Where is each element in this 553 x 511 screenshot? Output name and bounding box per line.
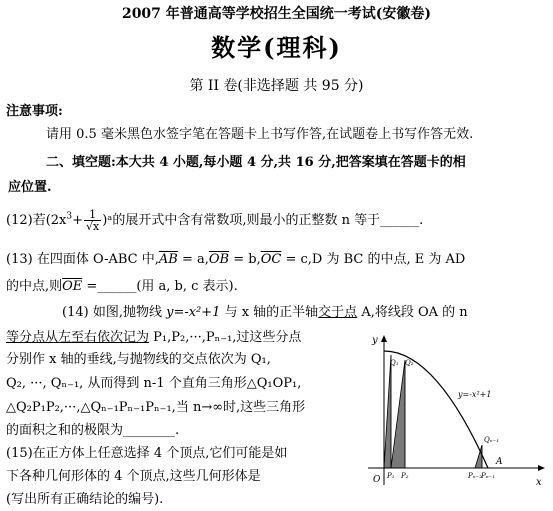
q13-vector-oe: $\overline{OE}$ <box>62 279 83 294</box>
q12-suffix: 的展开式中含有常数项,则最小的正整数 n 等于 <box>112 213 381 228</box>
q13-eq-c: = c, <box>281 252 312 267</box>
q14-line2-b: P₁,P₂,···,Pₙ₋₁,过这些分点 <box>149 330 302 345</box>
question-14-line3: 分别作 x 轴的垂线,与抛物线的交点依次为 Q₁, <box>6 352 271 367</box>
x-axis-label: x <box>536 477 542 488</box>
q14-equation: y=-x²+1 <box>166 305 221 320</box>
q12-number: (12) <box>6 213 33 228</box>
notice-heading: 注意事项: <box>6 104 63 119</box>
q14-line2-underlined: 等分点从左至右依次记为 <box>6 330 150 345</box>
q14-answer-blank[interactable]: ________ <box>123 423 176 438</box>
q13-eq-a: = a, <box>177 252 209 267</box>
q12-answer-blank[interactable]: ______ <box>380 213 420 228</box>
qn1-label: Qₙ₋₁ <box>484 436 500 444</box>
question-14-line2 <box>6 330 301 346</box>
q13-eq-b: = b, <box>229 252 261 267</box>
question-13-line1 <box>6 252 465 268</box>
q13-line2-b: = <box>82 279 98 294</box>
question-14-line6 <box>6 423 179 439</box>
question-14-line4: Q₂, ···, Qₙ₋₁, 从而得到 n-1 个直角三角形△Q₁OP₁, <box>6 376 302 391</box>
q12-exp-a: )ᵃ <box>102 213 113 228</box>
q13-vector-ob: $\overline{OB}$ <box>208 252 230 267</box>
p1-label: P₁ <box>387 472 395 480</box>
parabola-figure <box>364 335 550 495</box>
question-13-line2 <box>6 279 238 295</box>
curve-equation-label: y=-x²+1 <box>458 390 492 399</box>
question-14-line1 <box>62 305 468 321</box>
q12-prefix: 若(2x <box>32 213 67 228</box>
section2-heading-line2: 应位置. <box>8 180 52 195</box>
q14-line1-b: 与 x 轴的正半轴 <box>220 305 319 320</box>
q2-label: Q₂ <box>405 359 414 367</box>
q1-label: Q₁ <box>390 359 399 367</box>
pn2-label: Pₙ₋₂ <box>468 472 483 480</box>
q13-vector-ab: $\overline{AB}$ <box>158 252 178 267</box>
pn1-label: Pₙ₋₁ <box>481 472 496 480</box>
notice-text: 请用 0.5 毫米黑色水签字笔在答题卡上书写作答,在试题卷上书写作答无效. <box>46 127 474 142</box>
point-a-label: A <box>496 457 503 467</box>
q14-end: . <box>175 423 180 438</box>
q14-line1-underlined: 交于点 <box>318 305 358 320</box>
q12-frac-num: 1 <box>84 209 101 221</box>
paper-title: 数学(理科) <box>211 33 342 62</box>
q12-plus: + <box>72 213 84 228</box>
question-15-line1: (15)在正方体上任意选择 4 个顶点,它们可能是如 <box>6 446 288 461</box>
y-axis-arrow <box>381 335 387 342</box>
q13-line2-a: 的中点,则 <box>6 279 63 294</box>
volume-title: 第 II 卷(非选择题 共 95 分) <box>189 78 364 94</box>
q13-answer-blank[interactable]: ______ <box>97 279 137 294</box>
q15-line3-text: (写出所有正确结论的编号) <box>6 492 160 507</box>
p2-label: P₂ <box>401 472 409 480</box>
q12-end: . <box>419 213 424 228</box>
y-axis-label: y <box>372 335 378 346</box>
triangle-q2-p1-p2 <box>391 360 405 468</box>
q13-line1-a: (13) 在四面体 O-ABC 中, <box>6 252 159 267</box>
question-14-line5: △Q₂P₁P₂,···,△Qₙ₋₁Pₙ₋₁Pₙ₋₁,当 n→∞时,这些三角形 <box>6 400 306 415</box>
q14-line1-c: A,将线段 OA 的 n <box>357 305 468 320</box>
q13-line1-b: D 为 BC 的中点, E 为 AD <box>311 252 466 267</box>
exam-title: 2007 年普通高等学校招生全国统一考试(安徽卷) <box>121 6 432 22</box>
q15-end: . <box>159 492 164 507</box>
q12-exp3: 3 <box>66 211 73 222</box>
triangle-q1-o-p1 <box>384 355 391 468</box>
q12-frac-den: √x <box>86 220 100 233</box>
question-12 <box>6 208 423 234</box>
section2-heading-line1: 二、填空题:本大共 4 小题,每小题 4 分,共 16 分,把答案填在答题卡的相 <box>46 155 466 170</box>
x-axis-arrow <box>538 465 545 471</box>
q13-vector-oc: $\overline{OC}$ <box>260 252 282 267</box>
q14-line1-a: (14) 如图,抛物线 <box>62 305 167 320</box>
q13-line2-c: (用 a, b, c 表示). <box>136 279 238 294</box>
question-15-line3 <box>6 492 163 508</box>
q12-fraction <box>84 209 101 232</box>
question-15-line2: 下各种几何形体的 4 个顶点,这些几何形体是 <box>6 469 261 484</box>
q14-line6-text: 的面积之和的极限为 <box>6 423 124 438</box>
origin-label: O <box>373 475 381 485</box>
